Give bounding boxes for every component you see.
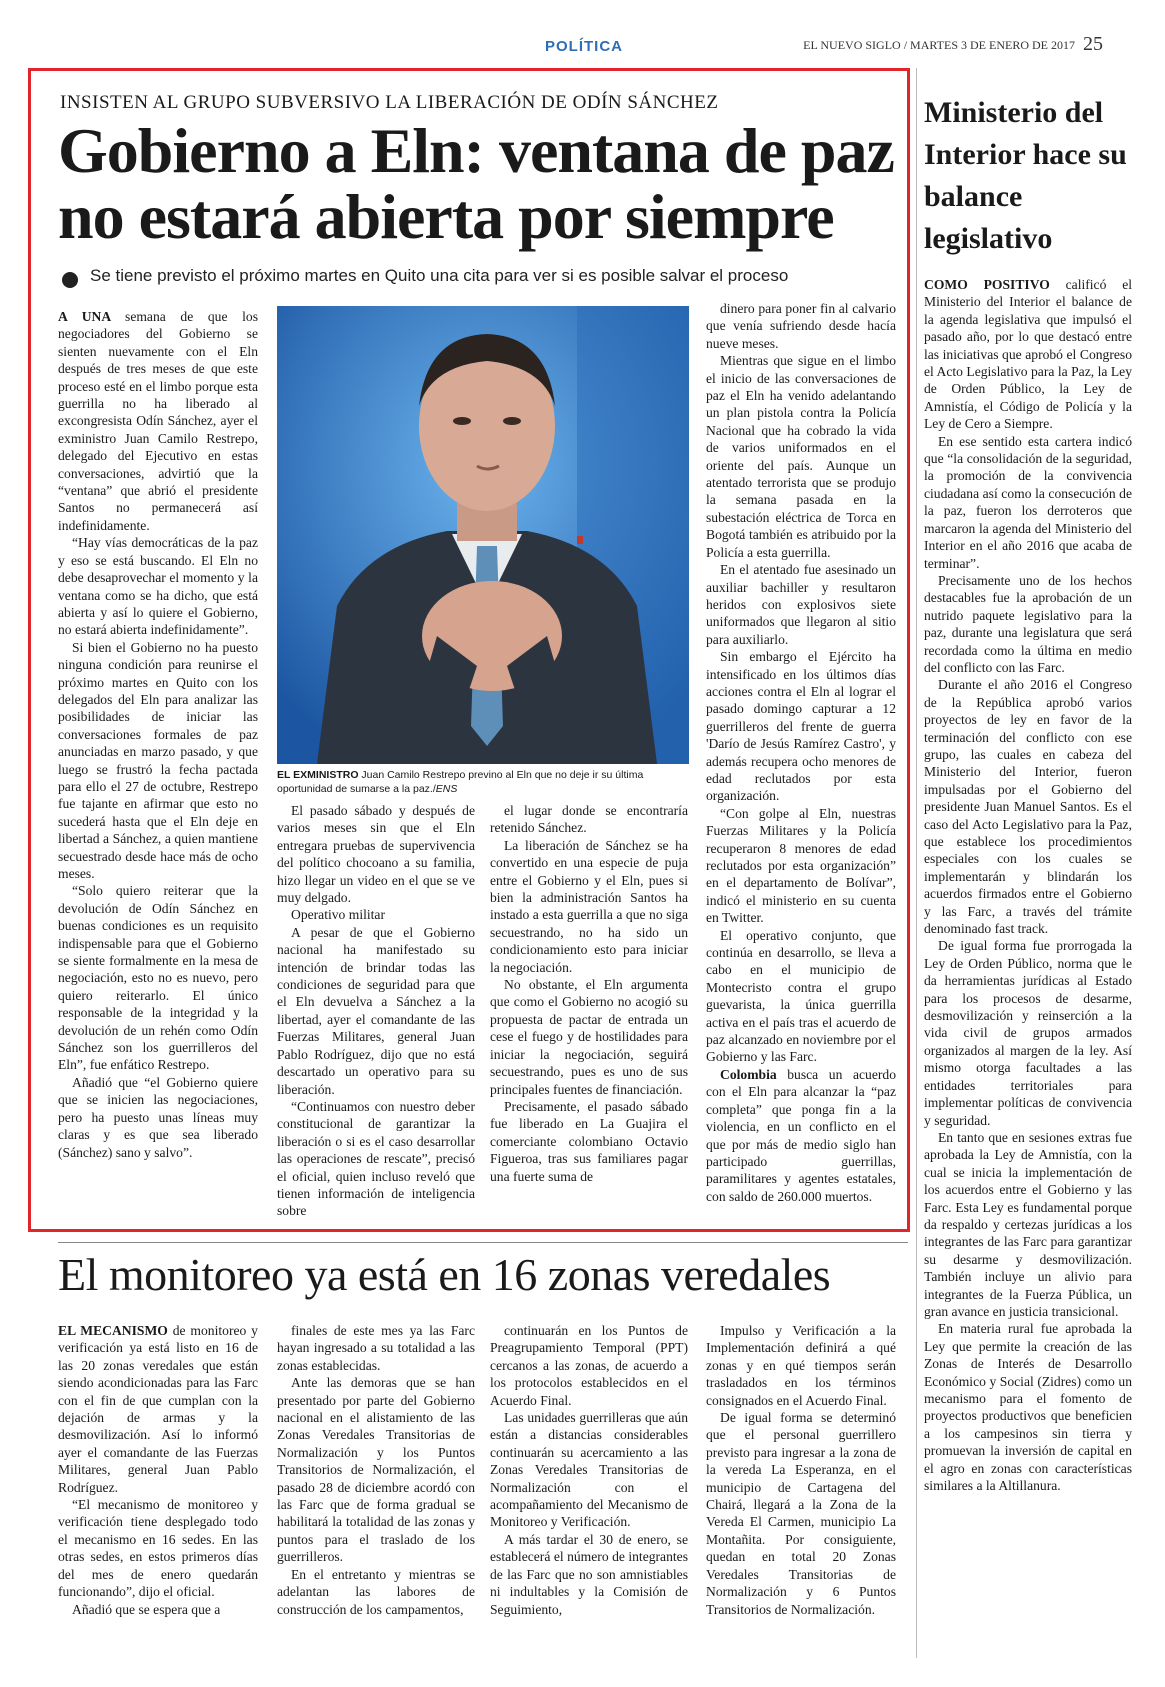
paragraph-text: Mientras que sigue en el limbo el inicio de las conversaciones de paz el Eln ha venido adelantando un plan pistola contra la Policía Nacional que ha cobrado la vida de varios uniformados en el oriente del país. Aunque un atentado terrorista que se produjo la semana pasada en la subestación eléctrica de Torca en Bogotá también es atribuido por la Policía a esta guerrilla.: [706, 353, 896, 560]
paragraph: [706, 352, 896, 561]
second-column-1: [58, 1322, 258, 1618]
paragraph-text: Añadió que se espera que a: [72, 1601, 221, 1617]
paragraph: [277, 1322, 475, 1374]
paragraph: [277, 1374, 475, 1565]
paragraph: [58, 1496, 258, 1600]
lead-in: Colombia: [720, 1066, 788, 1082]
paragraph: [706, 1066, 896, 1205]
sidebar-column: [924, 276, 1132, 1494]
paragraph: [490, 837, 688, 976]
paragraph-text: Precisamente, el pasado sábado fue liberado en La Guajira el comerciante colombiano Octavio Figueroa, tras sus familiares pagar una fuerte suma de: [490, 1098, 688, 1184]
paragraph: [490, 1098, 688, 1185]
paragraph-text: “Solo quiero reiterar que la devolución de Odín Sánchez en buenas condiciones es un requisito indispensable para que el Gobierno se siente formalmente en la mesa de negociación, esto no es nuevo, pero quiero reiterarlo. El único responsable de la integridad y la devolución de un rehén como Odín Sánchez son los guerrilleros del Eln”, fue enfático Restrepo.: [58, 883, 258, 1073]
kicker: INSISTEN AL GRUPO SUBVERSIVO LA LIBERACIÓN DE ODÍN SÁNCHEZ: [60, 92, 719, 113]
folio: [803, 38, 1075, 53]
paragraph-text: El operativo conjunto, que continúa en desarrollo, se lleva a cabo en el municipio de Montecristo contra el grupo guevarista, la única guerrilla activa en el país tras el acuerdo de paz alcanzado en noviembre por el Gobierno y las Farc.: [706, 927, 896, 1065]
paragraph: [706, 1409, 896, 1618]
headline-line-1: Gobierno a Eln: ventana de paz: [58, 115, 894, 186]
paragraph: [706, 561, 896, 648]
paragraph-text: “El mecanismo de monitoreo y verificación tiene desplegado todo el mecanismo en 16 sedes. En las otras sedes, en estos primeros días del mes de enero quedarán funcionando”, dijo el oficial.: [58, 1497, 258, 1600]
paragraph: [58, 308, 258, 534]
paragraph: [706, 927, 896, 1066]
paragraph-text: En ese sentido esta cartera indicó que “la consolidación de la seguridad, la promoción de la convivencia ciudadana así como la consecución de la paz, fueron los derroteros que marcaron la agenda del Ministerio del Interior en el año 2016 que acaba de terminar”.: [924, 433, 1132, 571]
headline-line-2: no estará abierta por siempre: [58, 181, 834, 252]
paragraph: [924, 433, 1132, 572]
paragraph-text: En el atentado fue asesinado un auxiliar bachiller y resultaron heridos con explosivos siete uniformados que llegaron al sitio para auxiliarlo.: [706, 562, 896, 647]
paragraph: [277, 802, 475, 906]
paragraph: [706, 300, 896, 352]
second-column-2: [277, 1322, 475, 1618]
paragraph-text: Precisamente uno de los hechos destacables fue la aprobación de un nutrido paquete legislativo para la paz, durante una legislatura que será recordada como la última en medio del conflicto con las Farc.: [924, 572, 1132, 675]
paragraph: [490, 1531, 688, 1618]
lead-in: EL MECANISMO: [58, 1323, 173, 1338]
paragraph-text: finales de este mes ya las Farc hayan ingresado a su totalidad a las zonas establecidas.: [277, 1323, 475, 1373]
paragraph-text: A pesar de que el Gobierno nacional ha manifestado su intención de brindar todas las condiciones de seguridad para que el Eln devuelva a Sánchez a la libertad, ayer el comandante de las Fuerzas Militares, general Juan Pablo Rodríguez, dijo que no está descartado un operativo para su liberación.: [277, 924, 475, 1097]
second-column-3: [490, 1322, 688, 1618]
paragraph: [58, 1074, 258, 1161]
subheading: [277, 906, 475, 923]
portrait-illustration: [277, 306, 689, 764]
paragraph-text: La liberación de Sánchez se ha convertido en una especie de puja entre el Gobierno y el Eln, pues si bien la administración Santos ha instado a esta guerrilla a que no siga secuestrando, no ha sido un condicionamiento esto para iniciar la negociación.: [490, 837, 688, 975]
paragraph: [277, 924, 475, 1098]
paragraph: [58, 1322, 258, 1496]
paragraph: [277, 1098, 475, 1220]
paragraph-text: Operativo militar: [291, 907, 385, 923]
article-photo: [277, 306, 689, 764]
paragraph: [924, 572, 1132, 676]
paragraph-text: Añadió que “el Gobierno quiere que se inicien las negociaciones, pero ha puesto unas líneas muy claras y es que sea liberado (Sánchez) sano y salvo”.: [58, 1074, 258, 1160]
lead-in: A UNA: [58, 309, 126, 324]
paragraph-text: En tanto que en sesiones extras fue aprobada la Ley de Amnistía, con la cual se inicia la implementación de los acuerdos entre el Gobierno y las Farc. Esta Ley es fundamental porque da respaldo y certezas jurídicas a los integrantes de las Farc para garantizar su desarme y desmovilización. También incluye un alivio para integrantes de la Fuerza Pública, un gran avance en justicia transicional.: [924, 1129, 1132, 1319]
paragraph: [58, 534, 258, 638]
section-rule: [58, 1242, 908, 1243]
paragraph-text: Las unidades guerrilleras que aún están a distancias considerables continuarán su acercamiento a las Zonas Veredales Transitorias de Normalización con el acompañamiento del Mecanismo de Monitoreo y Verificación.: [490, 1410, 688, 1530]
paragraph: [924, 1320, 1132, 1494]
article-column-3: [490, 802, 688, 1185]
paragraph: [924, 276, 1132, 433]
caption-lead: EL EXMINISTRO: [277, 769, 359, 781]
second-column-4: [706, 1322, 896, 1618]
paragraph-text: Ante las demoras que se han presentado por parte del Gobierno nacional en el alistamiento de las Zonas Veredales Transitorias de Normalización y los Puntos Transitorios de Normalización, el pasado 28 de diciembre acordó con las Farc que de forma gradual se habilitará la totalidad de las zonas y puntos para el traslado de los guerrilleros.: [277, 1375, 475, 1565]
paragraph: [58, 639, 258, 883]
article-column-1: [58, 308, 258, 1161]
paragraph-text: Impulso y Verificación a la Implementación definirá a qué zonas y en qué tiempos serán trasladados en los términos consignados en el Acuerdo Final.: [706, 1323, 896, 1408]
paragraph-text: busca un acuerdo con el Eln para alcanzar la “paz completa” que ponga fin a la violencia, en un conflicto en el que por más de medio siglo han participado guerrillas, paramilitares y agentes estatales, con saldo de 260.000 muertos.: [706, 1066, 896, 1204]
paragraph: [706, 648, 896, 805]
publication-name: EL NUEVO SIGLO /: [803, 38, 908, 52]
photo-caption: [277, 768, 689, 796]
paragraph-text: Sin embargo el Ejército ha intensificado en los últimos días acciones contra el Eln al lograr el pasado domingo capturar a 12 guerrilleros del frente de guerra 'Darío de Jesús Ramírez Castro', y además recupera ocho menores de edad reclutados por esta organización.: [706, 649, 896, 804]
paragraph: [924, 1129, 1132, 1320]
issue-date: MARTES 3 DE ENERO DE 2017: [910, 38, 1075, 52]
paragraph: [490, 1322, 688, 1409]
paragraph-text: continuarán en los Puntos de Preagrupamiento Temporal (PPT) cercanos a las zonas, de acuerdo a los protocolos establecidos en el Acuerdo Final.: [490, 1323, 688, 1408]
paragraph: [924, 676, 1132, 937]
caption-text: Juan Camilo Restrepo previno al Eln que no deje ir su última oportunidad de sumarse a la paz./: [277, 769, 644, 795]
paragraph: [924, 937, 1132, 1128]
paragraph-text: calificó el Ministerio del Interior el balance de la agenda legislativa que impulsó el pasado año, por lo que destacó entre las iniciativas que aprobó el Congreso el Acto Legislativo para la Paz, la Ley de Orden Público, la Ley de Amnistía, el Código de Policía y la Ley de Cero a Siempre.: [924, 277, 1132, 432]
paragraph: [706, 1322, 896, 1409]
paragraph: [490, 976, 688, 1098]
paragraph-text: En el entretanto y mientras se adelantan las labores de construcción de los campamentos,: [277, 1566, 475, 1617]
article-column-2: [277, 802, 475, 1220]
bullet-icon: [62, 272, 78, 288]
paragraph: [490, 802, 688, 837]
lead-in: COMO POSITIVO: [924, 277, 1066, 292]
paragraph-text: A más tardar el 30 de enero, se establecerá el número de integrantes de las Farc que no son amnistiables ni indultables y la Comisión de Seguimiento,: [490, 1531, 688, 1617]
paragraph: [490, 1409, 688, 1531]
paragraph-text: No obstante, el Eln argumenta que como el Gobierno no acogió su propuesta de pactar de entrada un cese el fuego y de hostilidades para iniciar la negociación, seguirá secuestrando, pues es uno de sus principales fuentes de financiación.: [490, 977, 688, 1097]
paragraph-text: De igual forma fue prorrogada la Ley de Orden Público, norma que le da herramientas jurídicas al Estado para los procesos de desarme, desmovilización y reinserción a la vida civil de grupos armados organizados al margen de la ley. Así mismo otorga facultades a las entidades territoriales para implementar políticas de convivencia y seguridad.: [924, 938, 1132, 1128]
paragraph-text: dinero para poner fin al calvario que venía sufriendo desde hacía nueve meses.: [706, 301, 896, 351]
paragraph-text: el lugar donde se encontraría retenido Sánchez.: [490, 803, 688, 836]
photo-credit: ENS: [435, 783, 458, 795]
article-column-4: [706, 300, 896, 1205]
sidebar-divider: [916, 68, 917, 1658]
paragraph: [58, 882, 258, 1073]
page-number: 25: [1083, 33, 1103, 55]
paragraph-text: Durante el año 2016 el Congreso de la República aprobó varios proyectos de ley en favor de la terminación del conflicto con ese grupo, las cuales en cabeza del Ministerio del Interior, fueron impulsadas por el Gobierno del presidente Juan Manuel Santos. Es el caso del Acto Legislativo para la Paz, que establece los procedimientos especiales con los cuales se implementarán y blindarán los acuerdos firmados entre el Gobierno y las Farc, a través del trámite denominado fast track.: [924, 677, 1132, 937]
subhead: Se tiene previsto el próximo martes en Quito una cita para ver si es posible salvar el proceso: [90, 266, 789, 285]
paragraph: [277, 1566, 475, 1618]
paragraph-text: semana de que los negociadores del Gobierno se sienten nuevamente con el Eln después de tres meses de que este proceso esté en el limbo porque esta guerrilla no ha liberado al excongresista Odín Sánchez, ayer el exministro Juan Camilo Restrepo, delegado del Ejecutivo en estas conversaciones, advirtió que la “ventana” que abrió el presidente Santos no permanecerá así indefinidamente.: [58, 309, 258, 533]
paragraph-text: “Continuamos con nuestro deber constitucional de garantizar la liberación o si es el caso desarrollar las operaciones de rescate”, precisó el oficial, quien incluso reveló que tienen información de inteligencia sobre: [277, 1098, 475, 1219]
paragraph-text: En materia rural fue aprobada la Ley que permite la creación de las Zonas de Interés de Desarrollo Económico y Social (Zidres) como un mecanismo para el fomento de proyectos productivos que beneficien a los campesinos sin tierra y promuevan la inversión de capital en el agro en zonas con características similares a la Altillanura.: [924, 1321, 1132, 1494]
paragraph-text: El pasado sábado y después de varios meses sin que el Eln entregara pruebas de supervivencia del político chocoano a su familia, hizo llegar un video en el que se ve muy delgado.: [277, 803, 475, 906]
section-label: POLÍTICA: [545, 38, 623, 55]
paragraph-text: “Hay vías democráticas de la paz y eso se está buscando. El Eln no debe desaprovechar el momento y la ventana como se ha dicho, que está abierta y así lo quiere el Gobierno, no estará abierta indefinidamente”.: [58, 535, 258, 638]
paragraph: [706, 805, 896, 927]
paragraph-text: Si bien el Gobierno no ha puesto ninguna condición para reunirse el próximo martes en Quito con los delegados del Eln para analizar las posibilidades de iniciar las conversaciones formales de paz anunciadas en marzo pasado, y que luego se frustró la fecha pactada para ello el 27 de octubre, Restrepo fue tajante en afirmar que esto no sucederá hasta que el Eln deje en libertad a Sánchez, a quien mantiene secuestrado desde hace más de ocho meses.: [58, 639, 258, 881]
paragraph: [58, 1601, 258, 1618]
sidebar-headline: Ministerio del Interior hace su balance legislativo: [924, 96, 1127, 255]
main-headline: [58, 115, 918, 252]
paragraph-text: De igual forma se determinó que el personal guerrillero previsto para ingresar a la zona de la vereda La Esperanza, en el municipio de Cartagena del Chairá, llegará a la Zona de la Vereda El Carmen, municipio La Montañita. Por consiguiente, quedan en total 20 Zonas Veredales Transitorias de Normalización y 6 Puntos Transitorios de Normalización.: [706, 1410, 896, 1617]
second-headline: El monitoreo ya está en 16 zonas veredales: [58, 1249, 831, 1300]
paragraph-text: “Con golpe al Eln, nuestras Fuerzas Militares y la Policía recuperaron 8 menores de edad reclutados por esta organización” en el departamento de Bolívar”, indicó el ministerio en su cuenta en Twitter.: [706, 805, 896, 926]
paragraph-text: de monitoreo y verificación ya está listo en 16 de las 20 zonas veredales que están siendo acondicionadas para las Farc con el fin de que cumplan con la dejación de armas y la desmovilización. Así lo informó ayer el comandante de las Fuerzas Militares, general Juan Pablo Rodríguez.: [58, 1323, 258, 1495]
